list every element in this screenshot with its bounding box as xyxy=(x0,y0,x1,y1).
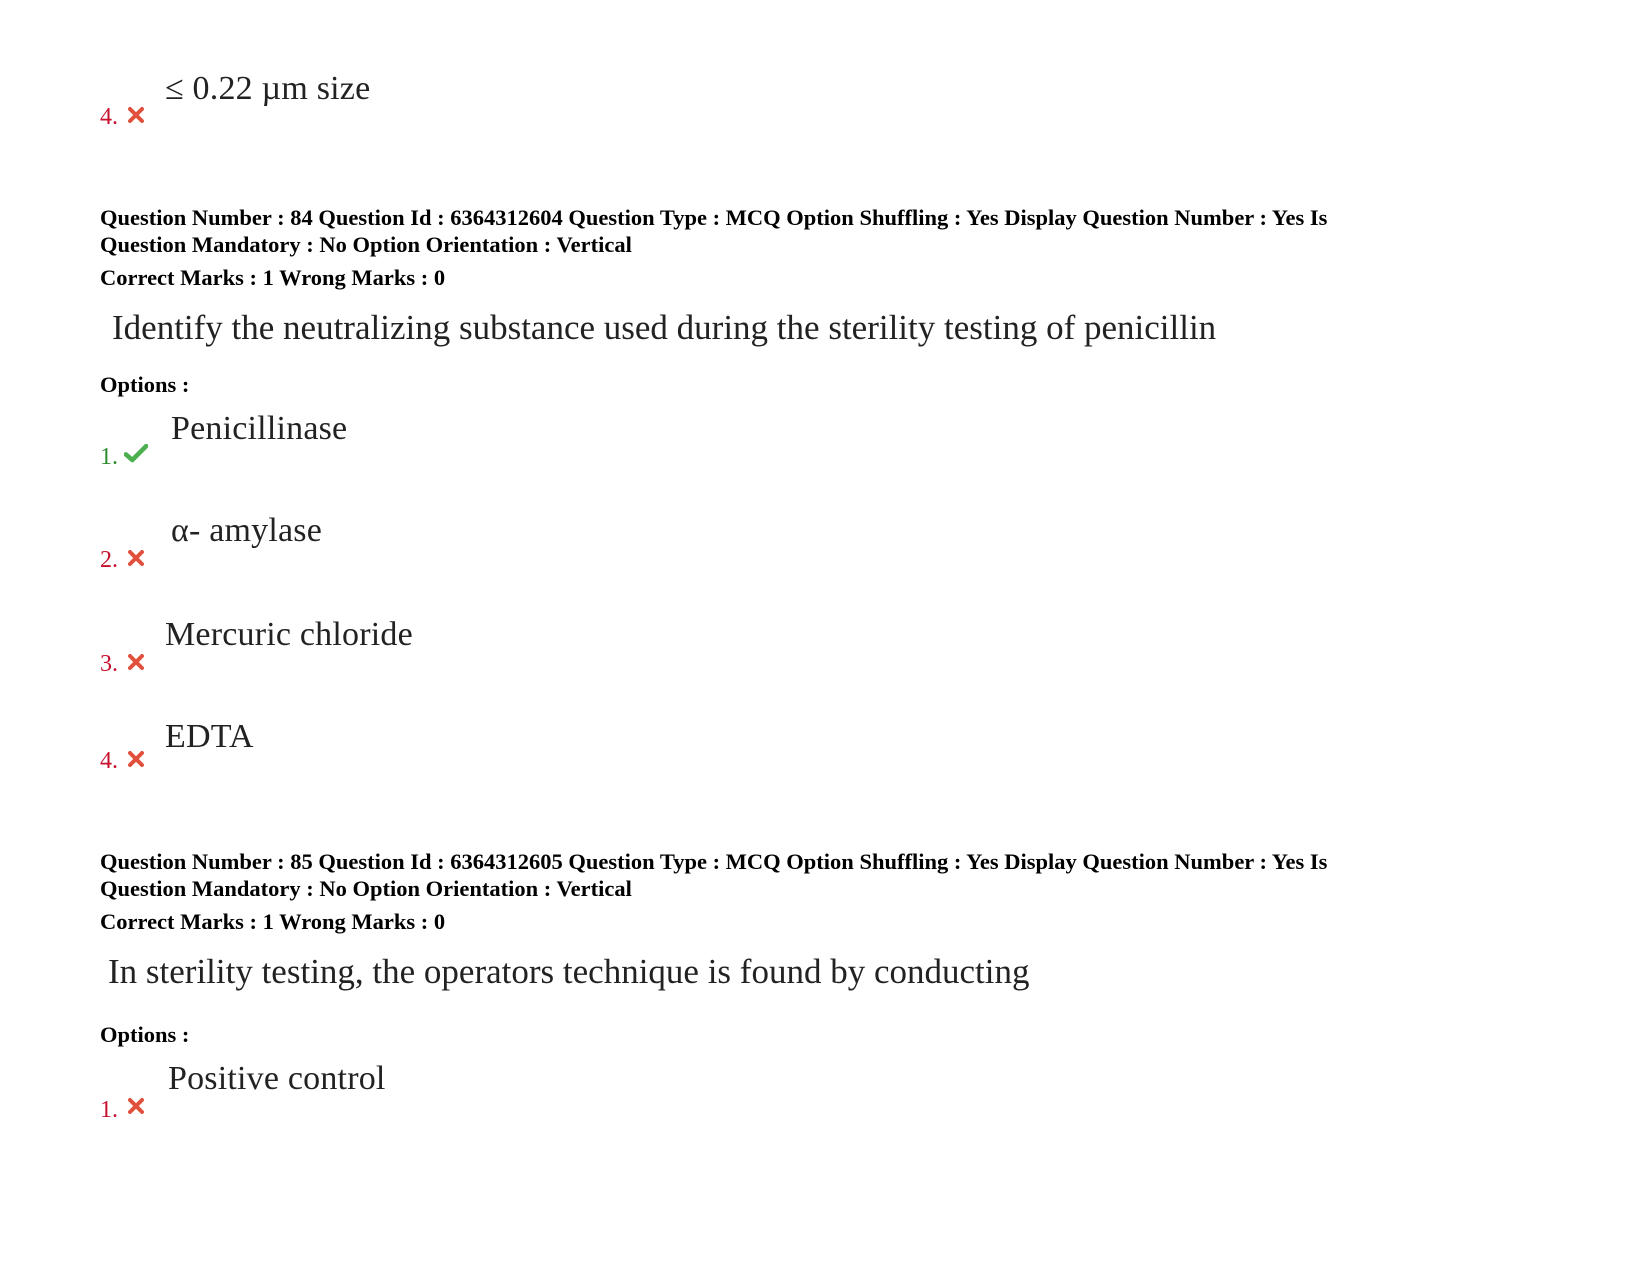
option-number: 3. xyxy=(100,651,118,677)
question-meta-line2: Question Mandatory : No Option Orientation : Vertical xyxy=(100,232,632,257)
option-text: Penicillinase xyxy=(171,410,348,447)
check-icon xyxy=(124,444,148,463)
options-label: Options : xyxy=(100,372,190,397)
option-text: EDTA xyxy=(165,718,254,755)
option-number: 1. xyxy=(100,1097,118,1123)
question-meta-line1: Question Number : 85 Question Id : 6364312605 Question Type : MCQ Option Shuffling : Yes Display Question Number : Yes Is xyxy=(100,849,1328,874)
option-text: ≤ 0.22 µm size xyxy=(165,70,371,107)
cross-icon xyxy=(127,1097,145,1115)
question-meta-line1: Question Number : 84 Question Id : 6364312604 Question Type : MCQ Option Shuffling : Yes Display Question Number : Yes Is xyxy=(100,205,1328,230)
question-meta-line2: Question Mandatory : No Option Orientation : Vertical xyxy=(100,876,632,901)
option-text: Positive control xyxy=(168,1060,386,1097)
cross-icon xyxy=(127,106,145,124)
cross-icon xyxy=(127,549,145,567)
question-marks: Correct Marks : 1 Wrong Marks : 0 xyxy=(100,265,446,290)
option-number: 4. xyxy=(100,748,118,774)
option-number: 2. xyxy=(100,547,118,573)
option-number: 1. xyxy=(100,444,118,470)
cross-icon xyxy=(127,653,145,671)
option-text: α- amylase xyxy=(171,512,323,549)
question-marks: Correct Marks : 1 Wrong Marks : 0 xyxy=(100,909,446,934)
question-text: In sterility testing, the operators technique is found by conducting xyxy=(108,952,1030,991)
cross-icon xyxy=(127,750,145,768)
option-number: 4. xyxy=(100,104,118,130)
option-text: Mercuric chloride xyxy=(165,616,413,653)
options-label: Options : xyxy=(100,1022,190,1047)
question-text: Identify the neutralizing substance used during the sterility testing of penicillin xyxy=(112,308,1217,347)
